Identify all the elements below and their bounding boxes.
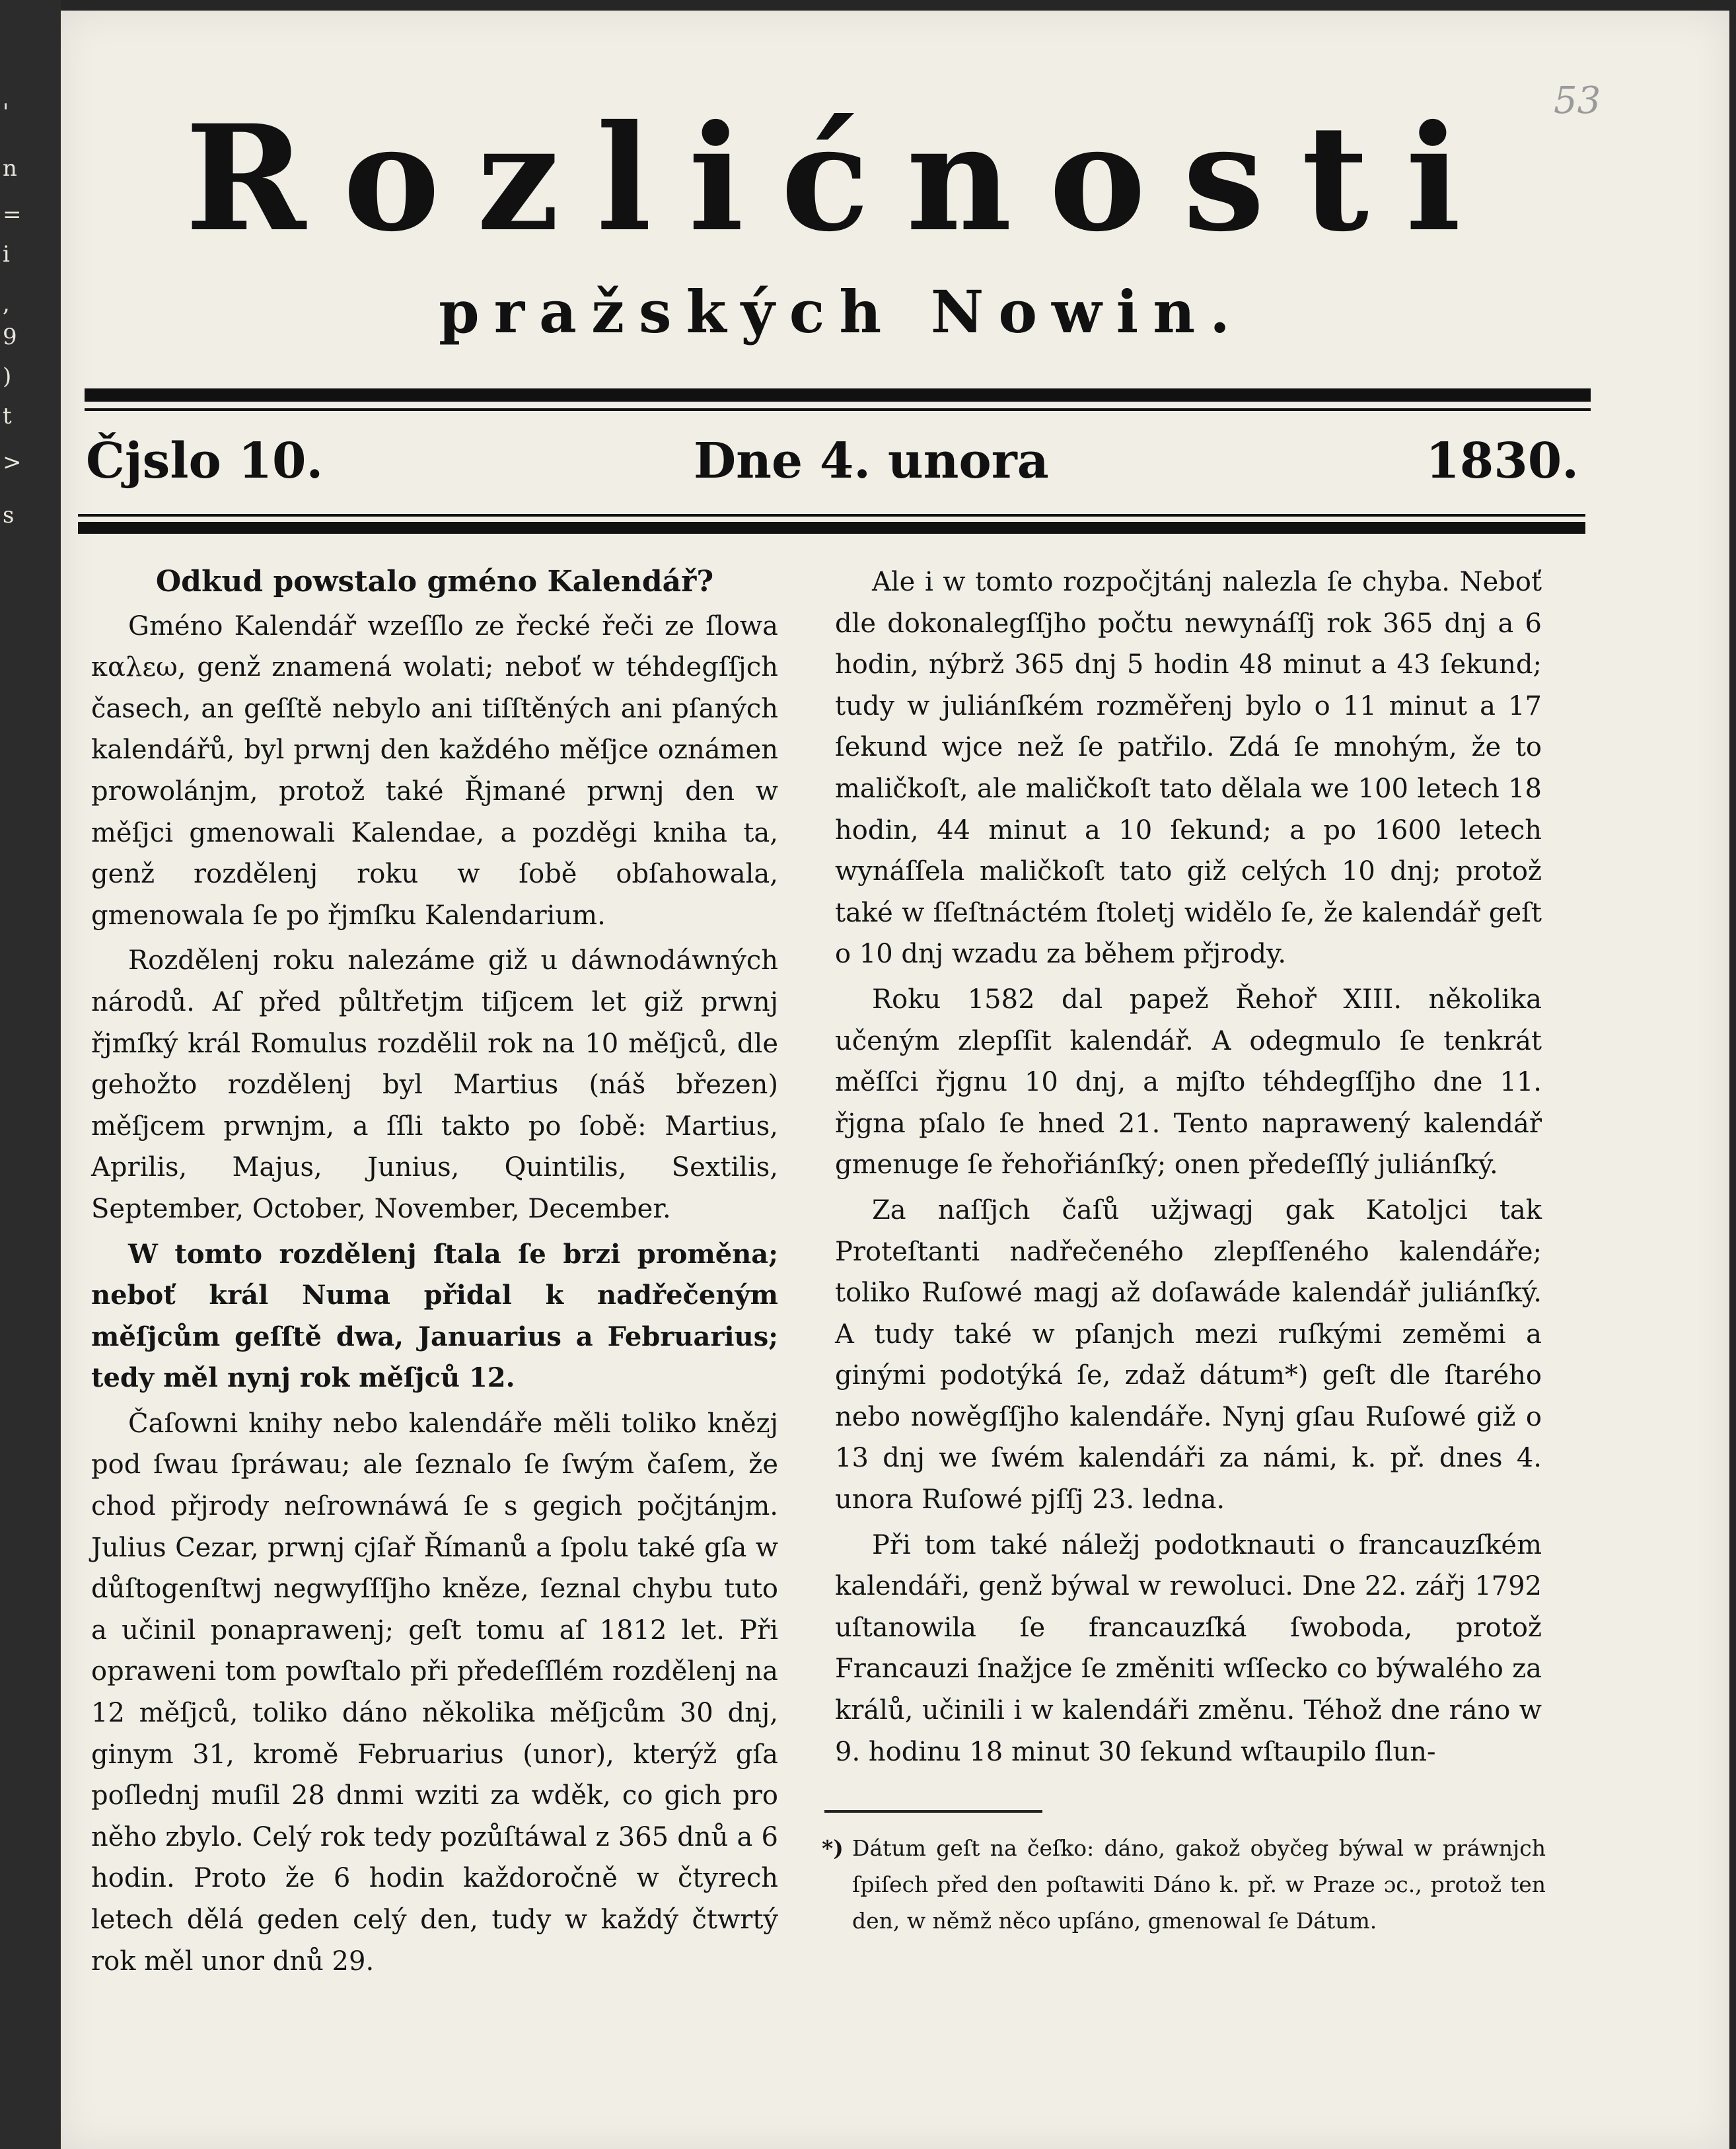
paragraph: Roku 1582 dal papež Řehoř XIII. několika učeným zlepſſit kalendář. A odegmulo ſe tenkrát měſſci řjgnu 10 dnj, a mjſto téhdegſſjho dne 11. řjgna pſalo ſe hned 21. Tento naprawený kalendář gmenuge ſe řehořiánſký; onen předeſſlý juliánſký.	[835, 984, 1542, 1181]
masthead-rule-thin	[85, 408, 1591, 411]
paragraph: Při tom také náležj podotknauti o francauzſkém kalendáři, genž býwal w rewoluci. Dne 22. zářj 1792 uſtanowila ſe francauzſká ſwoboda, protož Francauzi ſnažjce ſe změniti wſſecko co býwalého za králů, učinili i w kalendáři změnu. Téhož dne ráno w 9. hodinu 18 minut 30 ſekund wſtaupilo ſlun-	[835, 1529, 1542, 1767]
edge-char: 9	[3, 324, 17, 350]
issue-line	[86, 433, 1579, 505]
edge-char: ,	[3, 291, 10, 317]
masthead-title: Rozlićnosti	[185, 92, 1498, 264]
left-column	[91, 562, 778, 1986]
paragraph: Rozdělenj roku nalezáme giž u dáwnodáwných národů. Aſ před půltřetjm tiſjcem let giž prwnj řjmſký král Romulus rozdělil rok na 10 měſjců, dle gehožto rozdělenj byl Martius (náš březen) měſjcem prwnjm, a ſſli takto po ſobě: Martius, Aprilis, Majus, Junius, Quintilis, Sextilis, September, October, November, December.	[91, 945, 778, 1224]
edge-char: i	[3, 241, 10, 268]
issue-year: 1830.	[1426, 433, 1579, 490]
issue-rule-thick	[78, 522, 1585, 534]
footnote-rule	[824, 1810, 1042, 1813]
paragraph: W tomto rozdělenj ſtala ſe brzi proměna; neboť král Numa přidal k nadřečeným měſjcům geſſtě dwa, Januarius a Februarius; tedy měl nynj rok měſjců 12.	[91, 1238, 778, 1394]
footnote-text: Dátum geſt na čeſko: dáno, gakož obyčeg býwal w práwnjch ſpiſech před den poſtawiti Dáno k. př. w Praze ɔc., protož ten den, w němž něco upſáno, gmenowal ſe Dátum.	[852, 1835, 1546, 1934]
edge-char: t	[3, 403, 12, 429]
footnote-mark: *)	[822, 1835, 844, 1861]
paragraph: Za naſſjch čaſů užjwagj gak Katoljci tak Proteſtanti nadřečeného zlepſſeného kalendáře; toliko Ruſowé magj až doſawáde kalendář juliánſký. A tudy také w pſanjch mezi ruſkými zeměmi a ginými podotýká ſe, zdaž dátum*) geſt dle ſtarého nebo nowěgſſjho kalendáře. Nynj gſau Ruſowé giž o 13 dnj we ſwém kalendáři za námi, k. př. dnes 4. unora Ruſowé pjſſj 23. ledna.	[835, 1194, 1542, 1515]
edge-char: >	[3, 449, 22, 476]
right-column	[835, 562, 1542, 1776]
issue-date: Dne 4. unora	[694, 433, 1049, 490]
edge-char: '	[3, 99, 9, 126]
footnote	[822, 1830, 1546, 1939]
issue-rule-thin	[78, 514, 1585, 517]
folio-number: 53	[1554, 79, 1601, 122]
edge-char: s	[3, 502, 15, 528]
edge-char: =	[3, 201, 22, 228]
issue-number: Čjslo 10.	[86, 433, 324, 490]
article-heading: Odkud powstalo gméno Kalendář?	[155, 565, 714, 599]
paragraph: Gméno Kalendář wzeſſlo ze řecké řeči ze ſlowa καλεω, genž znamená wolati; neboť w téhdegſſjch časech, an geſſtě nebylo ani tiſſtěných ani pſaných kalendářů, byl prwnj den každého měſjce oznámen prowolánjm, protož také Řjmané prwnj den w měſjci gmenowali Kalendae, a pozděgi kniha ta, genž rozdělenj roku w ſobě obſahowala, gmenowala ſe po řjmſku Kalendarium.	[91, 610, 778, 931]
masthead-rule-thick	[85, 388, 1591, 402]
paragraph: Čaſowni knihy nebo kalendáře měli toliko knězj pod ſwau ſpráwau; ale ſeznalo ſe ſwým čaſem, že chod přjrody neſrownáwá ſe s gegich počjtánjm. Julius Cezar, prwnj cjſař Římanů a ſpolu také gſa w důſtogenſtwj negwyſſſjho kněze, ſeznal chybu tuto a učinil ponaprawenj; geſt tomu aſ 1812 let. Při opraweni tom powſtalo při předeſſlém rozdělenj na 12 měſjců, toliko dáno několika měſjcům 30 dnj, ginym 31, kromě Februarius (unor), kterýž gſa poſlednj muſil 28 dnmi wziti za wděk, co gich pro něho zbylo. Celý rok tedy pozůſtáwal z 365 dnů a 6 hodin. Proto že 6 hodin každoročně w čtyrech letech dělá geden celý den, tudy w každý čtwrtý rok měl unor dnů 29.	[91, 1408, 778, 1977]
masthead-subtitle: pražských Nowin.	[439, 277, 1245, 346]
paragraph: Ale i w tomto rozpočjtánj nalezla ſe chyba. Neboť dle dokonalegſſjho počtu newynáſſj rok 365 dnj a 6 hodin, nýbrž 365 dnj 5 hodin 48 minut a 43 ſekund; tudy w juliánſkém rozměřenj bylo o 11 minut a 17 ſekund wjce než ſe patřilo. Zdá ſe mnohým, že to maličkoſt, ale maličkoſt tato dělala we 100 letech 18 hodin, 44 minut a 10 ſekund; a po 1600 letech wynáſſela maličkoſt tato giž celých 10 dnj; protož také w ſſeſtnáctém ſtoletj widělo ſe, že kalendář geſt o 10 dnj wzadu za během přjrody.	[835, 567, 1542, 970]
edge-char: n	[3, 155, 17, 182]
edge-char: )	[3, 363, 12, 390]
